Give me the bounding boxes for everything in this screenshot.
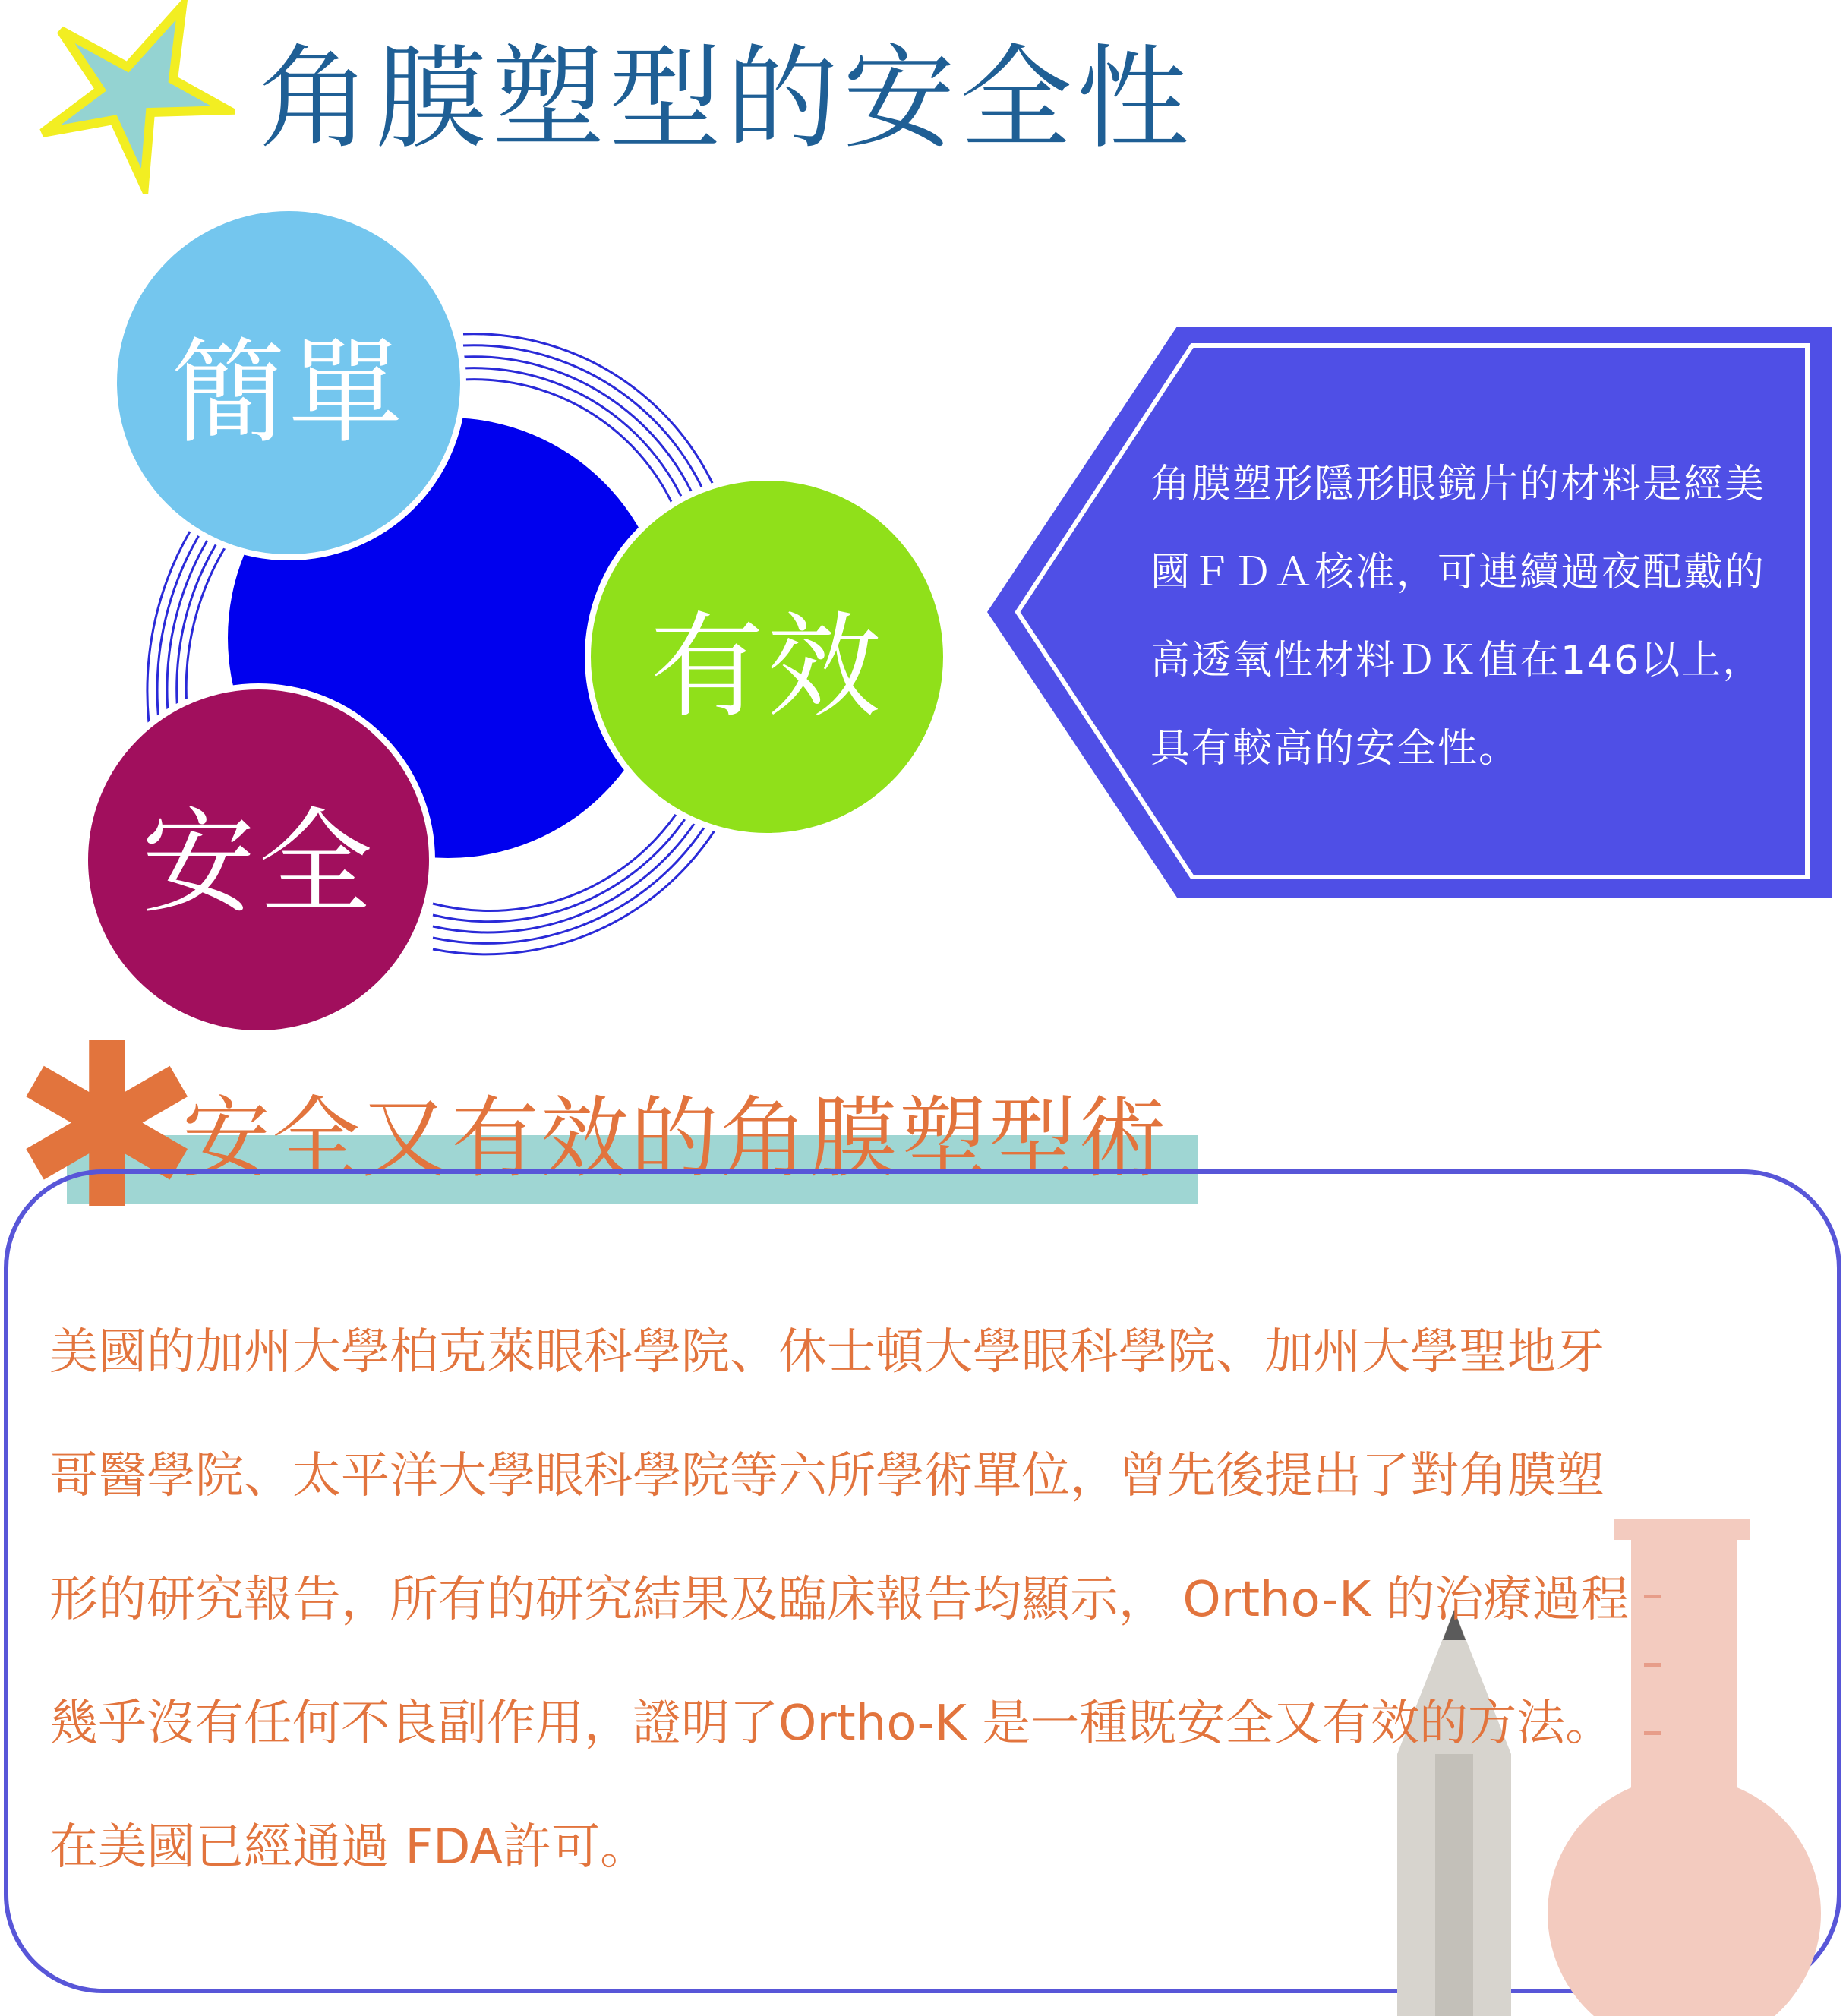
star-icon xyxy=(38,0,235,194)
page-title: 角膜塑型的安全性 xyxy=(258,33,1194,164)
circle-safe xyxy=(82,683,435,1036)
section-title: 安全又有效的角膜塑型術 xyxy=(182,1087,1168,1190)
circle-safe-label: 安全 xyxy=(141,797,376,929)
circle-simple-label: 簡單 xyxy=(171,327,405,459)
asterisk-icon: ✱ xyxy=(11,995,203,1260)
section-body-text: 美國的加州大學柏克萊眼科學院、休士頓大學眼科學院、加州大學聖地牙 哥醫學院、太平洋大學眼科學院等六所學術單位，曾先後提出了對角膜塑 形的研究報告，所有的研究結果及臨床報告均顯示， Ortho-K 的治療過程 幾乎沒有任何不良副作用，證明了Ortho-K 是一種既安全又有效的方法。 在美國已經通過 FDA許可。 xyxy=(49,1324,1630,1876)
circle-simple xyxy=(111,205,466,560)
circle-effective-label: 有效 xyxy=(649,601,884,734)
callout-text: 角膜塑形隱形眼鏡片的材料是經美國ＦＤＡ核准，可連續過夜配戴的高透氧性材料ＤＫ值在146以上，具有較高的安全性。 xyxy=(1150,462,1766,771)
circle-effective xyxy=(585,475,949,839)
